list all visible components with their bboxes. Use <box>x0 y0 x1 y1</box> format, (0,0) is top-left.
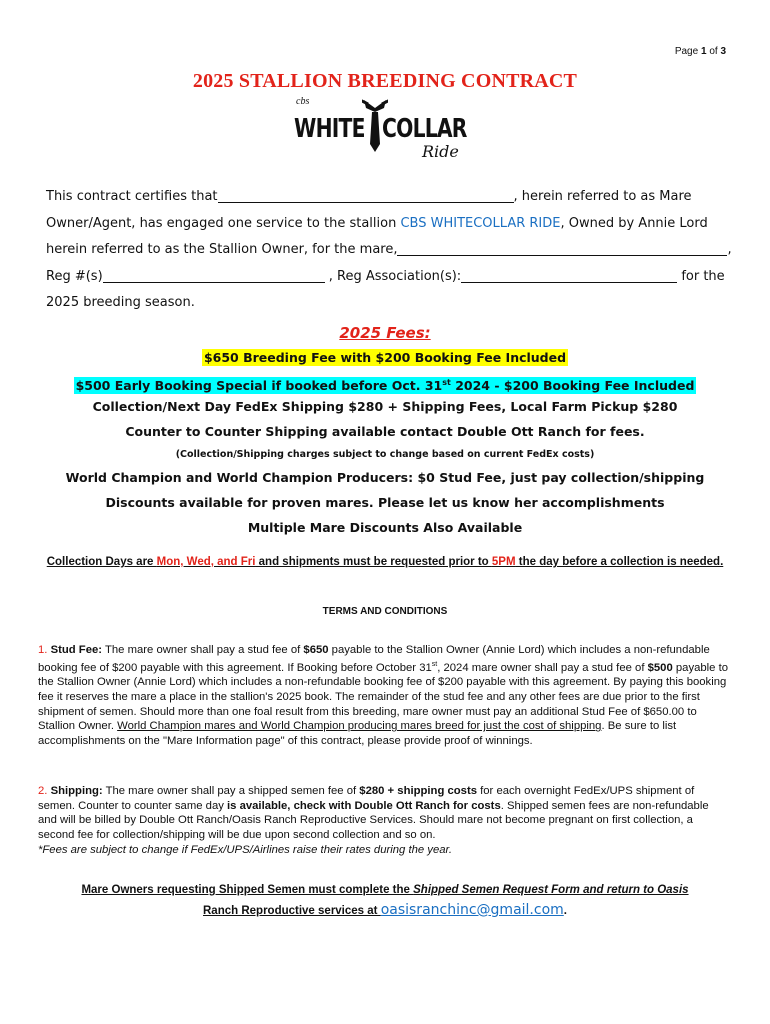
logo-ride-script: Ride <box>422 142 459 161</box>
fee-line-early-booking: $500 Early Booking Special if booked before Oct. 31st 2024 - $200 Booking Fee Included <box>75 377 695 393</box>
intro-line-5: 2025 breeding season. <box>46 295 195 310</box>
logo-white-text: WHITE <box>294 114 365 144</box>
page-total: 3 <box>720 46 726 57</box>
fee-line-collection: Collection/Next Day FedEx Shipping $280 + Shipping Fees, Local Farm Pickup $280 <box>92 399 678 415</box>
page-of: of <box>709 46 718 57</box>
mare-name-field[interactable] <box>397 241 727 256</box>
fees-title: 2025 Fees: <box>339 324 431 342</box>
fee-line-breeding: $650 Breeding Fee with $200 Booking Fee Included <box>203 350 567 365</box>
reg-association-field[interactable] <box>461 268 677 283</box>
page-current: 1 <box>700 46 707 57</box>
fee-line-counter: Counter to Counter Shipping available contact Double Ott Ranch for fees. <box>125 423 645 439</box>
fee-line-world-champion: World Champion and World Champion Producers: $0 Stud Fee, just pay collection/shipping <box>65 470 705 486</box>
collection-days-notice: Collection Days are Mon, Wed, and Fri and shipments must be requested prior to 5PM the day before a collection is needed. <box>46 556 724 568</box>
whitecollar-ride-logo <box>290 92 470 168</box>
contract-intro <box>46 187 732 320</box>
fees-section <box>0 320 770 540</box>
shipped-semen-notice: Mare Owners requesting Shipped Semen must complete the Shipped Semen Request Form and return to Oasis Ranch Reproductive services at oasisranchinc@gmail.com. <box>81 884 689 918</box>
mare-owner-name-field[interactable] <box>218 188 514 203</box>
intro-line-1: This contract certifies that , herein referred to as Mare <box>46 189 692 204</box>
page-number <box>675 46 726 57</box>
intro-line-2: Owner/Agent, has engaged one service to the stallion CBS WHITECOLLAR RIDE, Owned by Annie Lord <box>46 215 708 231</box>
terms-heading: TERMS AND CONDITIONS <box>322 606 448 617</box>
intro-line-4: Reg #(s) , Reg Association(s): for the <box>46 268 725 284</box>
page-label: Page <box>674 46 699 57</box>
fee-line-multiple-mare: Multiple Mare Discounts Also Available <box>247 519 523 535</box>
intro-line-3: herein referred to as the Stallion Owner, for the mare, , <box>46 242 732 257</box>
contact-email-link[interactable]: oasisranchinc@gmail.com <box>380 902 564 918</box>
fee-line-note: (Collection/Shipping charges subject to change based on current FedEx costs) <box>175 449 595 461</box>
stud-fee-paragraph: 1. Stud Fee: The mare owner shall pay a stud fee of $650 payable to the Stallion Owner (Annie Lord) which includes a non-refundable booking fee of $200 payable with this agreement. If Booking before October 31st, 2024 mare owner shall pay a stud fee of $500 payable to the Stallion Owner (Annie Lord) which includes a non-refundable booking fee of $200 payable with this agreement. By paying this booking fee it reserves the mare a place in the stallion's 2025 book. The remainder of the stud fee and any other fees are due prior to the first shipment of semen. Should more than one foal result from this breeding, mare owner must pay an additional Stud Fee of $650.00 to Stallion Owner. World Champion mares and World Champion producing mares breed for just the cost of shipping. Be sure to list accomplishments on the "Mare Information page" of this contract, please provide proof of winnings. <box>38 644 729 747</box>
shipping-paragraph: 2. Shipping: The mare owner shall pay a shipped semen fee of $280 + shipping costs for each overnight FedEx/UPS shipment of semen. Counter to counter same day is available, check with Double Ott Ranch for costs. Shipped semen fees are non-refundable and will be billed by Double Ott Ranch/Oasis Ranch Reproductive Services. Should mare not become pregnant on first collection, a second fee for collection/shipping will be due upon second collection and so on. *Fees are subject to change if FedEx/UPS/Airlines raise their rates during the year. <box>38 785 709 856</box>
stallion-name: CBS WHITECOLLAR RIDE <box>400 215 561 231</box>
logo-collar-text: COLLAR <box>382 114 467 144</box>
logo-cbs-text: cbs <box>296 96 310 107</box>
reg-number-field[interactable] <box>103 268 325 283</box>
fee-line-discounts: Discounts available for proven mares. Please let us know her accomplishments <box>105 494 665 510</box>
contract-title: 2025 STALLION BREEDING CONTRACT <box>192 70 578 92</box>
